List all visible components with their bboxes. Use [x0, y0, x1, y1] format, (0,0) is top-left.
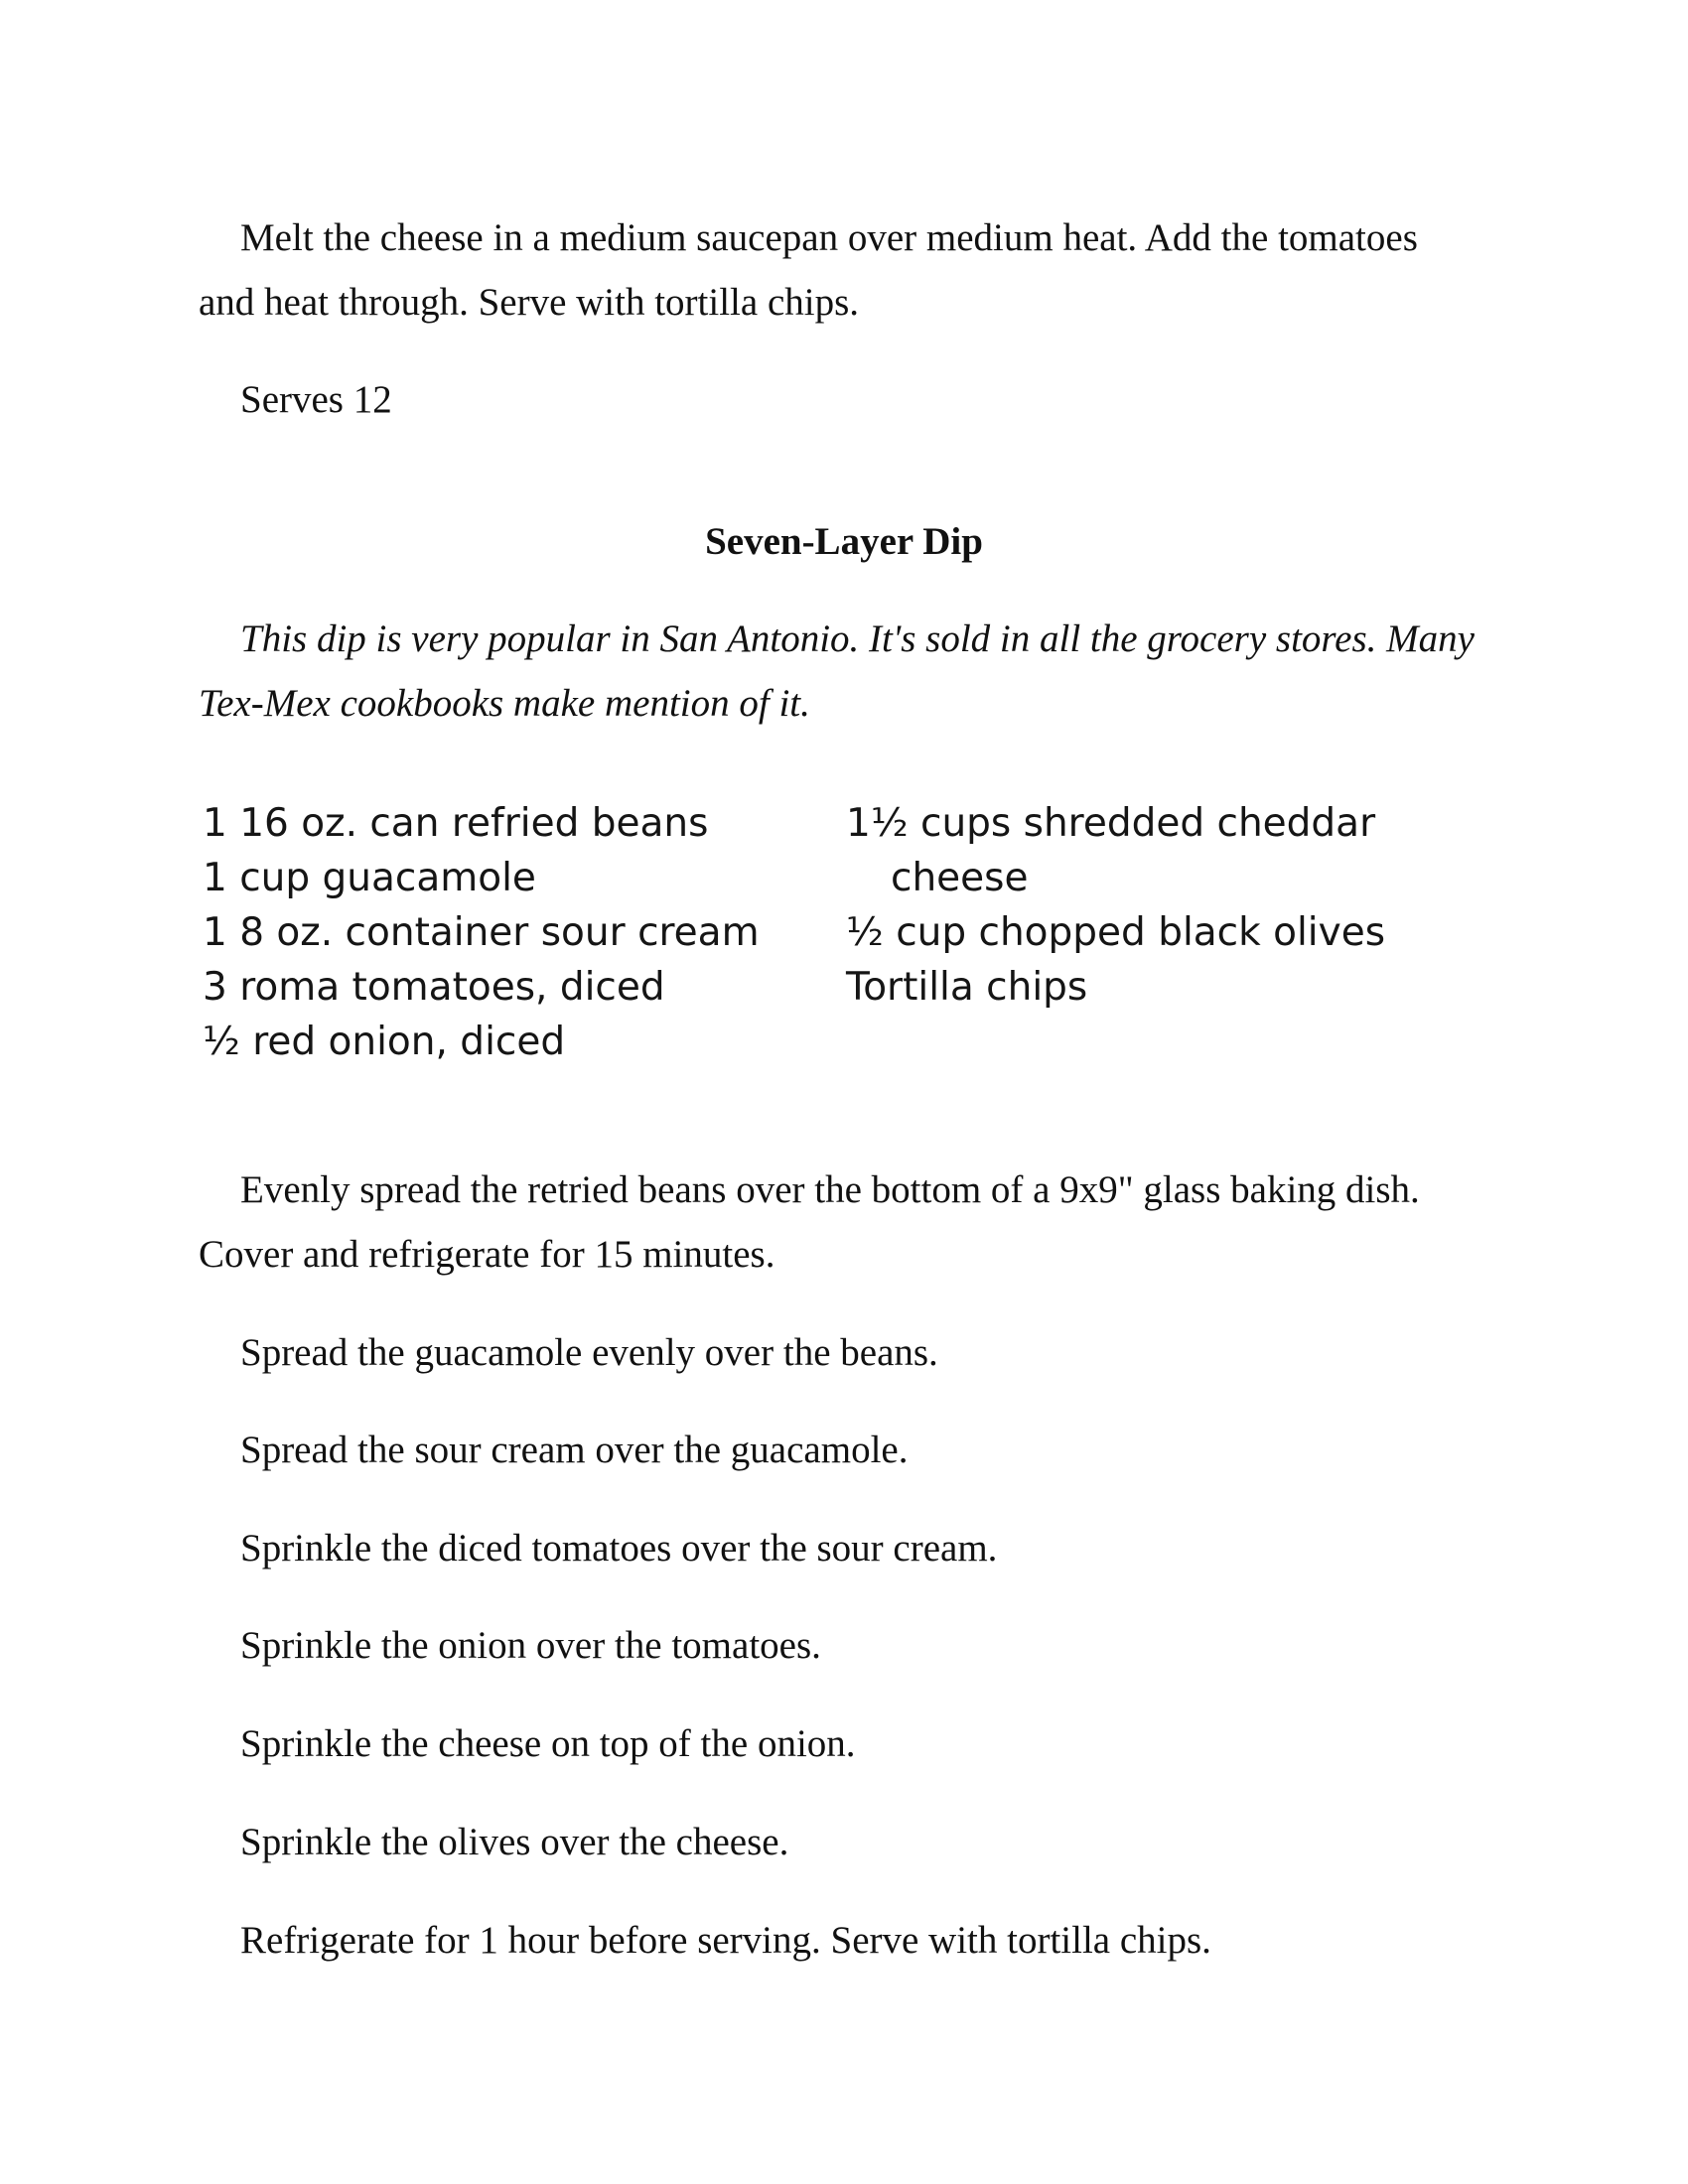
instruction-step: Sprinkle the cheese on top of the onion. — [240, 1722, 856, 1765]
instruction-step: Evenly spread the retried beans over the bottom of a 9x9" glass baking dish. Cover and refrigerate for 15 minutes. — [199, 1168, 1420, 1276]
ingredients-column-left — [203, 796, 798, 1069]
recipe-description: This dip is very popular in San Antonio. It's sold in all the grocery stores. Many Tex-Mex cookbooks make mention of it. — [199, 617, 1475, 725]
ingredient-item: 3 roma tomatoes, diced — [203, 965, 665, 1010]
instruction-step: Sprinkle the olives over the cheese. — [240, 1821, 789, 1863]
instruction-step: Spread the sour cream over the guacamole. — [240, 1429, 909, 1471]
serves-text: Serves 12 — [240, 378, 392, 421]
ingredients-column-right — [846, 796, 1462, 1015]
ingredient-item: ½ red onion, diced — [203, 1020, 566, 1064]
ingredient-item: 1 16 oz. can refried beans — [203, 801, 709, 846]
instruction-step: Sprinkle the onion over the tomatoes. — [240, 1624, 821, 1667]
instruction-step: Sprinkle the diced tomatoes over the sour cream. — [240, 1527, 998, 1570]
recipe-title: Seven-Layer Dip — [705, 520, 983, 563]
ingredient-item: ½ cup chopped black olives — [846, 910, 1386, 955]
ingredient-item: 1½ cups shredded cheddar cheese — [846, 801, 1376, 900]
ingredient-item: 1 8 oz. container sour cream — [203, 910, 760, 955]
instruction-step: Refrigerate for 1 hour before serving. Serve with tortilla chips. — [240, 1919, 1211, 1962]
ingredient-item: 1 cup guacamole — [203, 856, 536, 900]
instruction-step: Spread the guacamole evenly over the beans. — [240, 1331, 938, 1374]
ingredient-item: Tortilla chips — [846, 965, 1088, 1010]
intro-paragraph: Melt the cheese in a medium saucepan over medium heat. Add the tomatoes and heat through. Serve with tortilla chips. — [199, 216, 1418, 324]
document-page — [199, 0, 1489, 2184]
